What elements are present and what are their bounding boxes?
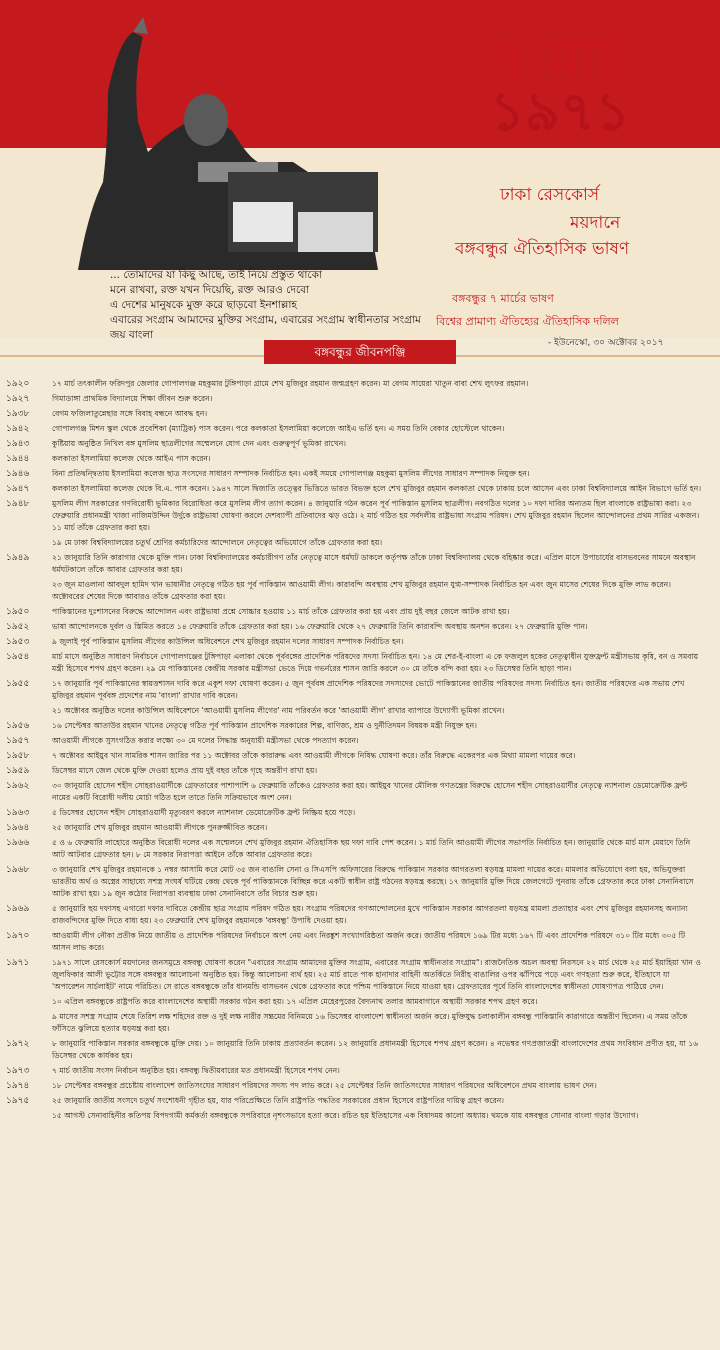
quote-line: জয় বাংলা [110,329,154,341]
timeline-entry [0,468,720,480]
timeline-year: ১৯৪২ [6,424,30,434]
timeline-year: ১৯৫৮ [6,751,30,761]
timeline-year: ১৯৬২ [6,781,30,791]
timeline-entry [0,552,720,576]
venue-line-1: ঢাকা রেসকোর্স [500,185,600,205]
timeline-list [0,378,720,1125]
timeline-entry [0,483,720,495]
timeline-year [0,705,52,717]
timeline-year: ১৯৫৫ [6,679,30,689]
timeline-entry [0,537,720,549]
timeline-text: ১৭ জানুয়ারি পূর্ব পাকিস্তানের স্বায়ত্তশাসন দাবি করে একুশ দফা ঘোষণা করেন। ৫ জুন পূর্ববঙ্গ প্রাদেশিক পরিষদের সদস্যদের ভোটে পাকিস্তানের জাতীয় পরিষদের সদস্য নির্বাচিত হন। জাতীয় পরিষদের এক সভায় শেখ মুজিবুর রহমান পূর্ববঙ্গ প্রদেশের নাম 'বাংলা' রাখার দাবি করেন। [52,679,685,700]
timeline-year: ১৯৪৬ [6,469,30,479]
timeline-year: ১৯৪৪ [6,454,30,464]
speech-photo [48,12,378,270]
timeline-entry [0,393,720,405]
timeline-text: বেগম ফজিলাতুন্নেছার সঙ্গে বিবাহ বন্ধনে আবদ্ধ হন। [52,409,208,418]
timeline-text: বিনা প্রতিদ্বন্দ্বিতায় ইসলামিয়া কলেজ ছাত্র সংসদের সাধারণ সম্পাদক নির্বাচিত হন। একই সময়ে গোপালগঞ্জ মহকুমা মুসলিম লীগের সাধারণ সম্পাদক নিযুক্ত হন। [52,469,530,478]
timeline-text: গোপালগঞ্জ মিশন স্কুল থেকে প্রবেশিকা (ম্যাট্রিক) পাস করেন। পরে কলকাতা ইসলামিয়া কলেজে আইএ ভর্তি হন। এ সময় তিনি বেকার হোস্টেলে থাকেন। [52,424,505,433]
timeline-text: মার্চ মাসে অনুষ্ঠিত সাধারণ নির্বাচনে গোপালগঞ্জের টুঙ্গিপাড়া এলাকা থেকে পূর্ববঙ্গের প্রাদেশিক পরিষদের সদস্য নির্বাচিত হন। ১৪ মে শের-ই-বাংলা এ কে ফজলুল হকের নেতৃত্বাধীন যুক্তফ্রন্ট মন্ত্রীসভায় কৃষি, বন ও সমবায় মন্ত্রী হিসেবে শপথ গ্রহণ করেন। ২৯ মে পাকিস্তানের কেন্দ্রীয় সরকার মন্ত্রীসভা ভেঙে দিয়ে গভর্নরের শাসন জারি করলে ৩০ মে তাঁকে বন্দি করা হয়। ২৩ ডিসেম্বর তিনি ছাড়া পান। [52,652,699,673]
timeline-entry [0,423,720,435]
timeline-text: ৫ ও ৬ ফেব্রুয়ারি লাহোরে অনুষ্ঠিত বিরোধী দলের এক সম্মেলনে শেখ মুজিবুর রহমান ঐতিহাসিক ছয় দফা দাবি পেশ করেন। ১ মার্চ তিনি আওয়ামী লীগের সভাপতি নির্বাচিত হন। জানুয়ারি থেকে মার্চ মাস মেয়াদে তিনি আট আটবার গ্রেফতার হন। ৮ মে সরকার নিরাপত্তা আইনে তাঁকে আবার গ্রেফতার করে। [52,838,691,859]
timeline-entry [0,1110,720,1122]
timeline-text: ৯ জুলাই পূর্ব পাকিস্তান মুসলিম লীগের কাউন্সিল অধিবেশনে শেখ মুজিবুর রহমান দলের সাধারণ সম্পাদক নির্বাচিত হন। [52,637,404,646]
timeline-year: ১৯৫২ [6,622,30,632]
timeline-entry [0,807,720,819]
unesco-line-1: বঙ্গবন্ধুর ৭ মার্চের ভাষণ [452,292,554,305]
timeline-entry [0,636,720,648]
timeline-year: ১৯৬৯ [6,904,30,914]
timeline-entry [0,1095,720,1107]
timeline-year: ১৯৬৩ [6,808,30,818]
date-day: ৭ মার্চ [490,25,630,93]
timeline-text: ৩ জানুয়ারি শেখ মুজিবুর রহমানকে ১ নম্বর আসামি করে মোট ৩৫ জন বাঙালি সেনা ও সিএসপি অফিসারের বিরুদ্ধে পাকিস্তান সরকার আগরতলা ষড়যন্ত্র মামলা দায়ের করে। মামলার অভিযোগে বলা হয়, অভিযুক্তরা ভারতীয় অর্থ ও অস্ত্রের সাহায্যে সশস্ত্র সংঘর্ষ ঘটিয়ে কেন্দ্র থেকে পূর্ব পাকিস্তানকে বিচ্ছিন্ন করে একটি স্বাধীন রাষ্ট্র গঠনের ষড়যন্ত্র করছে। ১৭ জানুয়ারি মুক্তি দিয়ে জেলগেটে পুনরায় তাঁকে গ্রেফতার করে ঢাকা সেনানিবাসে আটক রাখা হয়। ১৯ জুন কঠোর নিরাপত্তা ব্যবস্থায় ঢাকা সেনানিবাসে তাঁর বিচার শুরু হয়। [52,865,694,898]
timeline-year: ১৯২০ [6,379,30,389]
timeline-entry [0,903,720,927]
timeline-entry [0,408,720,420]
timeline-entry [0,678,720,702]
timeline-entry [0,705,720,717]
timeline-text: মুসলিম লীগ সরকারের গণবিরোধী ভূমিকার বিরোধিতা করে মুসলিম লীগ ত্যাগ করেন। ৪ জানুয়ারি গঠন করেন পূর্ব পাকিস্তান মুসলিম ছাত্রলীগ। নবগঠিত দলের ১০ দফা দাবির অন্যতম ছিল বাংলাকে রাষ্ট্রভাষা করা। ২৩ ফেব্রুয়ারি প্রধানমন্ত্রী খাজা নাজিমউদ্দিন উর্দুকে রাষ্ট্রভাষা ঘোষণা করলে দেশব্যাপী প্রতিবাদের ঝড় ওঠে। ২ মার্চ গঠিত হয় সর্বদলীয় রাষ্ট্রভাষা সংগ্রাম পরিষদ। শেখ মুজিবুর রহমান ছিলেন আন্দোলনের প্রথম সারির একজন। ১১ মার্চ তাঁকে গ্রেফতার করা হয়। [52,499,700,532]
timeline-entry [0,1065,720,1077]
timeline-entry [0,930,720,954]
timeline-entry [0,720,720,732]
timeline-entry [0,765,720,777]
timeline-year: ১৯৫৯ [6,766,30,776]
quote-line: ... তোমাদের যা কিছু আছে, তাই নিয়ে প্রস্তুত থাকো [110,269,323,281]
timeline-text: আওয়ামী লীগকে সুসংগঠিত করার লক্ষ্যে ৩০ মে দলের সিদ্ধান্ত অনুযায়ী মন্ত্রীসভা থেকে পদত্যাগ করেন। [52,736,359,745]
timeline-year: ১৯৭২ [6,1039,30,1049]
timeline-text: ২৩ জুন মাওলানা আবদুল হামিদ খান ভাষানীর নেতৃত্বে গঠিত হয় পূর্ব পাকিস্তান আওয়ামী লীগ। কারাবন্দি অবস্থায় শেখ মুজিবুর রহমান যুগ্ম-সম্পাদক নির্বাচিত হন এবং জুন মাসের শেষের দিকে মুক্তি লাভ করেন। অক্টোবরের শেষের দিকে আবারও তাঁকে গ্রেফতার করা হয়। [52,580,671,601]
timeline-year: ১৯৪৮ [6,499,30,509]
quote-line: এ দেশের মানুষকে মুক্ত করে ছাড়বো ইনশাল্লাহ [110,299,297,311]
timeline-entry [0,822,720,834]
timeline-year: ১৯৭০ [6,931,30,941]
timeline-text: ৮ জানুয়ারি পাকিস্তান সরকার বঙ্গবন্ধুকে মুক্তি দেয়। ১০ জানুয়ারি তিনি ঢাকায় প্রত্যাবর্তন করেন। ১২ জানুয়ারি প্রধানমন্ত্রী হিসেবে শপথ গ্রহণ করেন। ৪ নভেম্বর গণপ্রজাতন্ত্রী বাংলাদেশের প্রথম সংবিধান প্রণীত হয়, যা ১৬ ডিসেম্বর থেকে কার্যকর হয়। [52,1039,699,1060]
timeline-year: ১৯২৭ [6,394,30,404]
venue-line-2: ময়দানে [570,213,621,233]
timeline-text: ১৬ সেপ্টেম্বর আতাউর রহমান খানের নেতৃত্বে গঠিত পূর্ব পাকিস্তান প্রাদেশিক সরকারের শিল্প, বাণিজ্য, শ্রম ও দুর্নীতিদমন বিষয়ক মন্ত্রী নিযুক্ত হন। [52,721,477,730]
timeline-year [0,1011,52,1035]
timeline-year [0,579,52,603]
timeline-entry [0,621,720,633]
timeline-entry [0,957,720,993]
timeline-text: কুষ্টিয়ায় অনুষ্ঠিত নিখিল বঙ্গ মুসলিম ছাত্রলীগের সম্মেলনে যোগ দেন এবং গুরুত্বপূর্ণ ভূমিকা রাখেন। [52,439,346,448]
timeline-entry [0,837,720,861]
timeline-entry [0,579,720,603]
timeline-year: ১৯৫০ [6,607,30,617]
timeline-text: ১৯ মে ঢাকা বিশ্ববিদ্যালয়ের চতুর্থ শ্রেণির কর্মচারিদের আন্দোলনে নেতৃত্বের অভিযোগে তাঁকে গ্রেফতার করা হয়। [52,538,383,547]
timeline-entry [0,651,720,675]
quote-line: এবারের সংগ্রাম আমাদের মুক্তির সংগ্রাম, এবারের সংগ্রাম স্বাধীনতার সংগ্রাম [110,314,421,326]
timeline-year: ১৯৭৫ [6,1096,30,1106]
timeline-text: ১৭ মার্চ তৎকালীন ফরিদপুর জেলার গোপালগঞ্জ মহকুমার টুঙ্গিপাড়া গ্রামে শেখ মুজিবুর রহমান জন্মগ্রহণ করেন। মা বেগম সায়েরা খাতুন বাবা শেখ লুৎফর রহমান। [52,379,529,388]
timeline-year: ১৯৬৪ [6,823,30,833]
timeline-text: ৩০ জানুয়ারি হোসেন শহীদ সোহরাওয়ার্দীকে গ্রেফতারের পাশাপাশি ৬ ফেব্রুয়ারি তাঁকেও গ্রেফতার করা হয়। আইয়ুব খানের মৌলিক গণতন্ত্রের বিরুদ্ধে হোসেন শহীদ সোহরাওয়ার্দীর নেতৃত্বে ন্যাশনাল ডেমোক্রেটিক ফ্রন্ট নামের একটি বিরোধী দলীয় মোর্চা গঠিত হলে তাতে তিনি সক্রিয়ভাবে অংশ নেন। [52,781,688,802]
timeline-text: গিমাডাঙ্গা প্রাথমিক বিদ্যালয়ে শিক্ষা জীবন শুরু করেন। [52,394,213,403]
timeline-text: ১৯৭১ সালে রেসকোর্স ময়দানের জনসমুদ্রে বঙ্গবন্ধু ঘোষণা করেন "এবারের সংগ্রাম আমাদের মুক্তির সংগ্রাম, এবারের সংগ্রাম স্বাধীনতার সংগ্রাম"। রাজনৈতিক অচল অবস্থা নিরসনে ২২ মার্চ থেকে ২৫ মার্চ ইয়াহিয়া খান ও জুলফিকার আলী ভুট্টোর সঙ্গে বঙ্গবন্ধুর আলোচনা অনুষ্ঠিত হয়। কিন্তু আলোচনা ব্যর্থ হয়। ২৫ মার্চ রাতে পাক হানাদার বাহিনী অতর্কিতে নিরীহ বাঙালির ওপর ঝাঁপিয়ে পড়ে এবং গণহত্যা শুরু করে, ইতিহাসে যা 'অপারেশন সার্চলাইট' নামে পরিচিত। সে রাতে বঙ্গবন্ধুকে তাঁর ধানমন্ডি বাসভবন থেকে গ্রেফতার করে পশ্চিম পাকিস্তানে নিয়ে যাওয়া হয়। গ্রেফতারের পূর্বে তিনি বাংলাদেশের স্বাধীনতা ঘোষণাপত্র পাঠিয়ে দেন। [52,958,701,991]
timeline-entry [0,735,720,747]
timeline-year [0,537,52,549]
timeline-entry [0,1011,720,1035]
timeline-entry [0,453,720,465]
timeline-entry [0,1038,720,1062]
timeline-entry [0,498,720,534]
timeline-year [0,996,52,1008]
timeline-year: ১৯৭৩ [6,1066,30,1076]
timeline-year: ১৯৭৪ [6,1081,30,1091]
timeline-text: ১৮ সেপ্টেম্বর বঙ্গবন্ধুর প্রচেষ্টায় বাংলাদেশ জাতিসংঘের সাধারণ পরিষদের সদস্য পদ লাভ করে। ২৫ সেপ্টেম্বর তিনি জাতিসংঘের সাধারণ পরিষদের অধিবেশনে প্রথম বাংলায় ভাষণ দেন। [52,1081,597,1090]
timeline-year [0,1110,52,1122]
timeline-text: ১৫ আগস্ট সেনাবাহিনীর কতিপয় বিপদগামী কর্মকর্তা বঙ্গবন্ধুকে সপরিবারে নৃশংসভাবে হত্যা করে। রচিত হয় ইতিহাসের এক বিষাদময় কালো অধ্যায়। থমকে যায় বঙ্গবন্ধুর সোনার বাংলা গড়ার উদ্যোগ। [52,1111,639,1120]
timeline-entry [0,606,720,618]
timeline-text: ২১ জানুয়ারি তিনি কারাগার থেকে মুক্তি পান। ঢাকা বিশ্ববিদ্যালয়ের কর্মচারীগণ তাঁর নেতৃত্বে মাসে ধর্মঘট ডাকলে কর্তৃপক্ষ তাঁকে ঢাকা বিশ্ববিদ্যালয় থেকে বহিষ্কার করে। এপ্রিল মাসে উপাচার্যের বাসভবনের সামনে অবস্থান ধর্মঘটকালে তাঁকে আবার গ্রেফতার করা হয়। [52,553,696,574]
timeline-text: ৯ মাসের সশস্ত্র সংগ্রাম শেষে তিরিশ লক্ষ শহিদের রক্ত ও দুই লক্ষ নারীর সম্ভ্রমের বিনিময়ে ১৬ ডিসেম্বর বাংলাদেশ স্বাধীনতা অর্জন করে। মুক্তিযুদ্ধ চলাকালীন বঙ্গবন্ধু পাকিস্তানি কারাগারে অন্তরীণ ছিলেন। এ সময় তাঁকে ফাঁসিতে ঝুলিয়ে হত্যার ষড়যন্ত্র করা হয়। [52,1012,688,1033]
quote-line: মনে রাখবা, রক্ত যখন দিয়েছি, রক্ত আরও দেবো [110,284,310,296]
speech-quote [110,268,440,343]
unesco-line-2: বিশ্বের প্রামাণ্য ঐতিহ্যের ঐতিহাসিক দলিল [436,315,619,328]
timeline-text: পাকিস্তানের দুঃশাসনের বিরুদ্ধে আন্দোলন এবং রাষ্ট্রভাষা প্রশ্নে সোচ্চার হওয়ায় ১১ মার্চ তাঁকে গ্রেফতার করা হয় এবং প্রায় দুই বছর জেলে আটক রাখা হয়। [52,607,510,616]
date-year: ১৯৭১ [489,79,631,143]
venue-line-3: বঙ্গবন্ধুর ঐতিহাসিক ভাষণ [455,239,630,259]
timeline-year: ১৯৬৮ [6,865,30,875]
date-title [420,25,700,143]
timeline-year: ১৯৫৪ [6,652,30,662]
timeline-text: আওয়ামী লীগ নৌকা প্রতীক নিয়ে জাতীয় ও প্রাদেশিক পরিষদের নির্বাচনে অংশ নেয় এবং নিরঙ্কুশ সংখ্যাগরিষ্ঠতা অর্জন করে। জাতীয় পরিষদে ১৬৯ টির মধ্যে ১৬৭ টি এবং প্রাদেশিক পরিষদে ৩১০ টির মধ্যে ৩০৫ টি আসন লাভ করে। [52,931,686,952]
timeline-text: কলকাতা ইসলামিয়া কলেজ থেকে বি.এ. পাস করেন। ১৯৪৭ সালে দ্বিজাতি তত্ত্বের ভিত্তিতে ভারত বিভক্ত হলে শেখ মুজিবুর রহমান কলকাতা থেকে ঢাকায় চলে আসেন এবং ঢাকা বিশ্ববিদ্যালয়ে আইন বিভাগে ভর্তি হন। [52,484,702,493]
timeline-text: ২৫ জানুয়ারি জাতীয় সংসদে চতুর্থ সংশোধনী গৃহীত হয়, যার পরিপ্রেক্ষিতে তিনি রাষ্ট্রপতি পদ্ধতির সরকারের প্রধান হিসেবে রাষ্ট্রপতির দায়িত্ব গ্রহণ করেন। [52,1096,505,1105]
unesco-citation: - ইউনেস্কো, ৩০ অক্টোবর ২০১৭ [548,338,664,348]
timeline-entry [0,780,720,804]
timeline-text: ৫ জানুয়ারি ছয় দফাসহ এগারো দফার দাবিতে কেন্দ্রীয় ছাত্র সংগ্রাম পরিষদ গঠিত হয়। সংগ্রাম পরিষদের গণআন্দোলনের মুখে পাকিস্তান সরকার আগরতলা ষড়যন্ত্র মামলা প্রত্যাহার এবং শেখ মুজিবুর রহমানসহ অন্যান্য রাজবন্দিদের মুক্তি দিতে বাধ্য হয়। ২৩ ফেব্রুয়ারি শেখ মুজিবুর রহমানকে 'বঙ্গবন্ধু' উপাধি দেওয়া হয়। [52,904,688,925]
timeline-entry [0,378,720,390]
timeline-text: ২১ অক্টোবর অনুষ্ঠিত দলের কাউন্সিল অধিবেশনে 'আওয়ামী মুসলিম লীগের' নাম পরিবর্তন করে 'আওয়ামী লীগ' রাখার ব্যাপারে উদ্যোগী ভূমিকা রাখেন। [52,706,505,715]
timeline-year: ১৯৪৯ [6,553,30,563]
timeline-entry [0,996,720,1008]
timeline-text: ২৫ জানুয়ারি শেখ মুজিবুর রহমান আওয়ামী লীগকে পুনরুজ্জীবিত করেন। [52,823,268,832]
timeline-year: ১৯৫৬ [6,721,30,731]
bio-section-title: বঙ্গবন্ধুর জীবনপঞ্জি [264,340,456,364]
timeline-text: ডিসেম্বর মাসে জেল থেকে মুক্তি দেওয়া হলেও প্রায় দুই বছর তাঁকে গৃহে অন্তরীণ রাখা হয়। [52,766,318,775]
timeline-year: ১৯৫৭ [6,736,30,746]
timeline-text: ৭ মার্চ জাতীয় সংসদ নির্বাচন অনুষ্ঠিত হয়। বঙ্গবন্ধু দ্বিতীয়বারের মত প্রধানমন্ত্রী হিসেবে শপথ নেন। [52,1066,340,1075]
timeline-text: ৭ অক্টোবর আইয়ুব খান সামরিক শাসন জারির পর ১১ অক্টোবর তাঁকে কারারুদ্ধ এবং আওয়ামী লীগকে নিষিদ্ধ ঘোষণা করে। তাঁর বিরুদ্ধে একেরপর এক মিথ্যা মামলা দায়ের করে। [52,751,576,760]
timeline-text: ভাষা আন্দোলনকে দুর্বল ও স্তিমিত করতে ১৪ ফেব্রুয়ারি তাঁকে গ্রেফতার করা হয়। ১৬ ফেব্রুয়ারি থেকে ২৭ ফেব্রুয়ারি তিনি কারাবন্দি অবস্থায় অনশন করেন। ২৭ ফেব্রুয়ারি মুক্তি পান। [52,622,588,631]
timeline-text: ৫ ডিসেম্বর হোসেন শহীদ সোহরাওয়ার্দী মৃত্যুবরণ করলে ন্যাশনাল ডেমোক্রেটিক ফ্রন্ট নিষ্ক্রিয় হয়ে পড়ে। [52,808,356,817]
timeline-year: ১৯৩৮ [6,409,30,419]
timeline-text: ১০ এপ্রিল বঙ্গবন্ধুকে রাষ্ট্রপতি করে বাংলাদেশের অস্থায়ী সরকার গঠন করা হয়। ১৭ এপ্রিল মেহেরপুরের বৈদ্যনাথ তলার আমবাগানে অস্থায়ী সরকার শপথ গ্রহণ করে। [52,997,538,1006]
timeline-year: ১৯৪৭ [6,484,30,494]
timeline-entry [0,750,720,762]
timeline-year: ১৯৬৬ [6,838,30,848]
timeline-entry [0,438,720,450]
timeline-year: ১৯৫৩ [6,637,30,647]
timeline-year: ১৯৭১ [6,958,30,968]
timeline-entry [0,1080,720,1092]
timeline-text: কলকাতা ইসলামিয়া কলেজ থেকে আইএ পাস করেন। [52,454,211,463]
timeline-year: ১৯৪৩ [6,439,30,449]
timeline-entry [0,864,720,900]
